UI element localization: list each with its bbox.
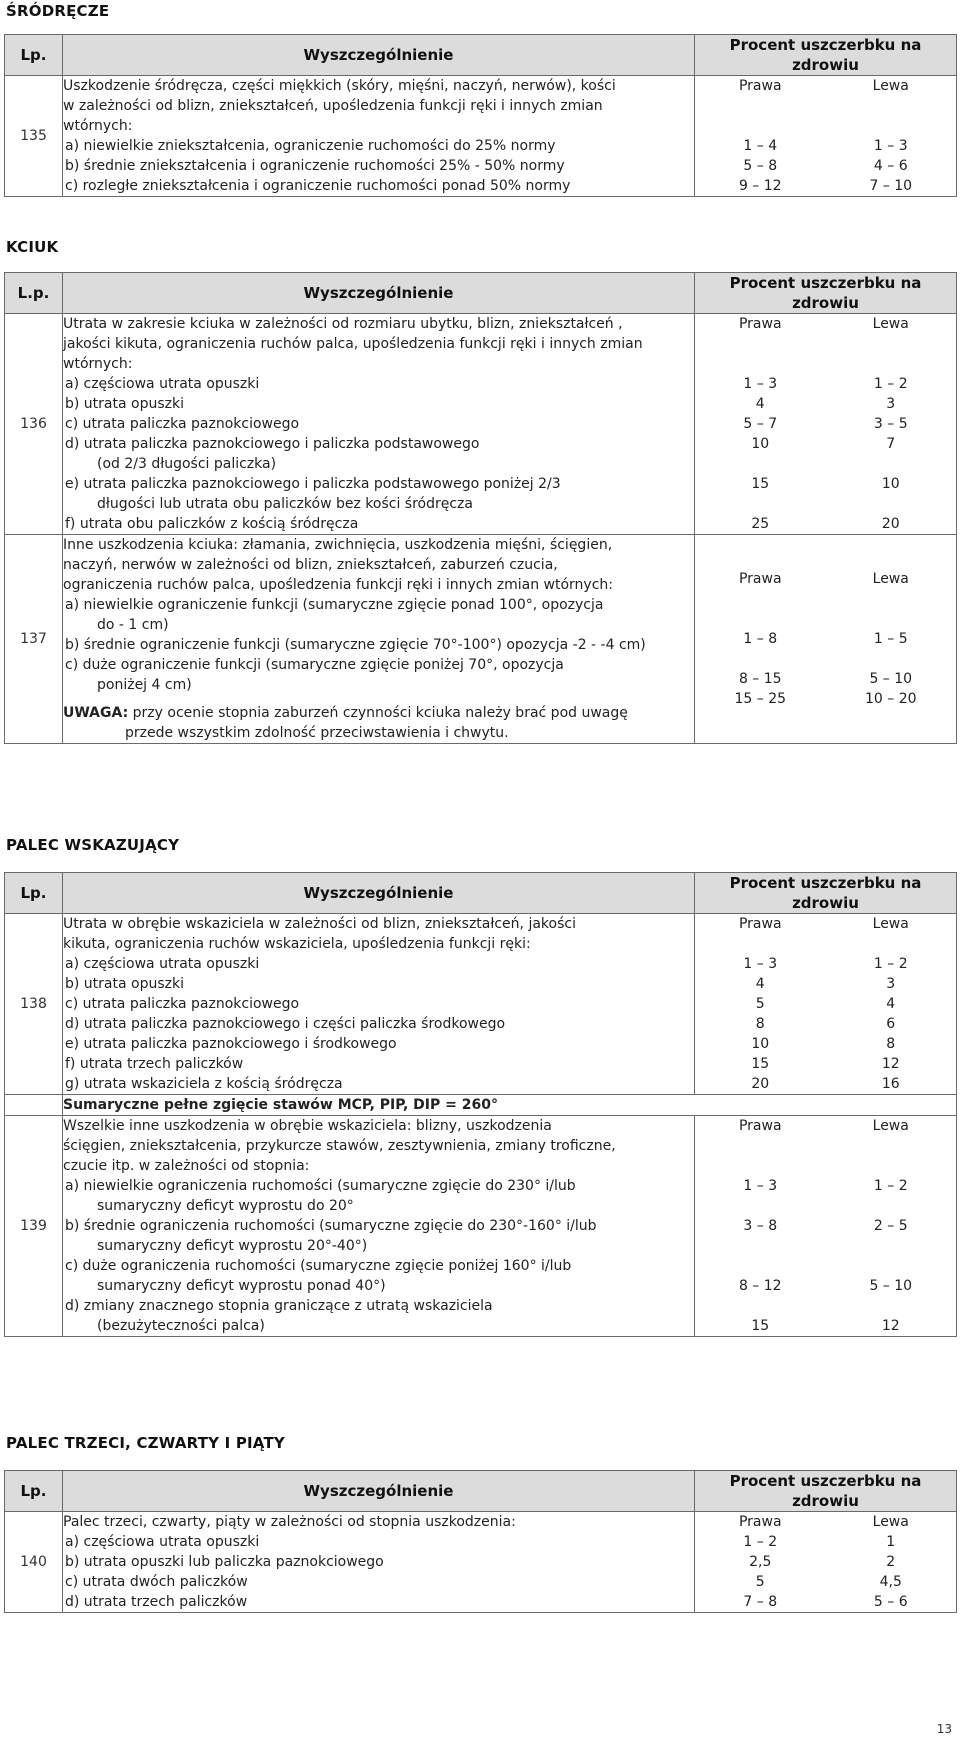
row-description: Uszkodzenie śródręcza, części miękkich (skóry, mięśni, naczyń, nerwów), kości w zależności od blizn, zniekształceń, upośledzenia funkcji ręki i innych zmian wtórnych: a) niewielkie zniekształcenia, ograniczenie ruchomości do 25% normy b) średnie zniekształcenia i ograniczenie ruchomości 25% - 50% normy c) rozległe zniekształcenia i ograniczenie ruchomości ponad 50% normy [63, 76, 695, 197]
table-row [5, 1512, 957, 1613]
row-description: Palec trzeci, czwarty, piąty w zależności od stopnia uszkodzenia: a) częściowa utrata opuszki b) utrata opuszki lub paliczka paznokciowego c) utrata dwóch paliczków d) utrata trzech paliczków [63, 1512, 695, 1613]
col-header-desc: Wyszczególnienie [63, 35, 695, 76]
mcp-note: Sumaryczne pełne zgięcie stawów MCP, PIP, DIP = 260° [63, 1095, 957, 1116]
row-number: 139 [5, 1116, 63, 1337]
row-number: 140 [5, 1512, 63, 1613]
section-title-palec-wskazujacy: PALEC WSKAZUJĄCY [6, 836, 180, 854]
col-header-pct: Procent uszczerbku na zdrowiu [695, 1471, 957, 1512]
table-row [5, 1116, 957, 1337]
row-percent: Prawa Lewa 1 – 2 1 2,5 2 5 4,5 7 – 8 5 – 6 [695, 1512, 957, 1613]
note-label: UWAGA: [63, 705, 129, 721]
table-row [5, 914, 957, 1095]
col-header-desc: Wyszczególnienie [63, 1471, 695, 1512]
table-palec-wskazujacy [4, 872, 957, 1337]
col-header-lp: Lp. [5, 1471, 63, 1512]
table-srodrecze [4, 34, 957, 197]
row-description: Utrata w obrębie wskaziciela w zależności od blizn, zniekształceń, jakości kikuta, ograniczenia ruchów wskaziciela, upośledzenia funkcji ręki: a) częściowa utrata opuszki b) utrata opuszki c) utrata paliczka paznokciowego d) utrata paliczka paznokciowego i części paliczka środkowego e) utrata paliczka paznokciowego i środkowego f) utrata trzech paliczków g) utrata wskaziciela z kością śródręcza [63, 914, 695, 1095]
col-header-lp: Lp. [5, 35, 63, 76]
note: UWAGA: przy ocenie stopnia zaburzeń czynności kciuka należy brać pod uwagę przede wszystkim zdolność przeciwstawienia i chwytu. [63, 705, 628, 741]
col-header-lp: L.p. [5, 273, 63, 314]
row-percent: Prawa Lewa 1 – 3 1 – 2 4 3 5 4 8 6 10 8 15 12 20 16 [695, 914, 957, 1095]
row-description: Wszelkie inne uszkodzenia w obrębie wskaziciela: blizny, uszkodzenia ścięgien, zniekształcenia, przykurcze stawów, zesztywnienia, zmiany troficzne, czucie itp. w zależności od stopnia: a) niewielkie ograniczenia ruchomości (sumaryczne zgięcie do 230° i/lub sumaryczny deficyt wyprostu do 20° b) średnie ograniczenia ruchomości (sumaryczne zgięcie do 230°-160° i/lub sumaryczny deficyt wyprostu 20°-40°) c) duże ograniczenia ruchomości (sumaryczne zgięcie poniżej 160° i/lub sumaryczny deficyt wyprostu ponad 40°) d) zmiany znacznego stopnia graniczące z utratą wskaziciela (bezużyteczności palca) [63, 1116, 695, 1337]
row-number: 136 [5, 314, 63, 535]
col-header-desc: Wyszczególnienie [63, 273, 695, 314]
row-number: 138 [5, 914, 63, 1095]
page-number: 13 [936, 1722, 952, 1736]
row-number: 135 [5, 76, 63, 197]
col-header-lp: Lp. [5, 873, 63, 914]
section-title-srodrecze: ŚRÓDRĘCZE [6, 2, 110, 20]
row-description: Inne uszkodzenia kciuka: złamania, zwichnięcia, uszkodzenia mięśni, ścięgien, naczyń, nerwów w zależności od blizn, zniekształceń, zaburzeń czucia, ograniczenia ruchów palca, upośledzenia funkcji ręki i innych zmian wtórnych: a) niewielkie ograniczenie funkcji (sumaryczne zgięcie ponad 100°, opozycja do - 1 cm) b) średnie ograniczenie funkcji (sumaryczne zgięcie 70°-100°) opozycja -2 - -4 cm) c) duże ograniczenie funkcji (sumaryczne zgięcie poniżej 70°, opozycja poniżej 4 cm) UWAGA: przy ocenie stopnia zaburzeń czynności kciuka należy brać pod uwagę przede wszystkim zdolność przeciwstawienia i chwytu. [63, 535, 695, 744]
row-percent: Prawa Lewa 1 – 8 1 – 5 8 – 15 5 – 10 15 – 25 10 – 20 [695, 535, 957, 744]
col-header-pct: Procent uszczerbku na zdrowiu [695, 35, 957, 76]
row-percent: Prawa Lewa 1 – 4 1 – 3 5 – 8 4 – 6 9 – 12 7 – 10 [695, 76, 957, 197]
row-description: Utrata w zakresie kciuka w zależności od rozmiaru ubytku, blizn, zniekształceń , jakości kikuta, ograniczenia ruchów palca, upośledzenia funkcji ręki i innych zmian wtórnych: a) częściowa utrata opuszki b) utrata opuszki c) utrata paliczka paznokciowego d) utrata paliczka paznokciowego i paliczka podstawowego (od 2/3 długości paliczka) e) utrata paliczka paznokciowego i paliczka podstawowego poniżej 2/3 długości lub utrata obu paliczków bez kości śródręcza f) utrata obu paliczków z kością śródręcza [63, 314, 695, 535]
col-header-desc: Wyszczególnienie [63, 873, 695, 914]
col-header-pct: Procent uszczerbku na zdrowiu [695, 273, 957, 314]
table-palec-trzeci [4, 1470, 957, 1613]
row-number: 137 [5, 535, 63, 744]
table-row [5, 314, 957, 535]
col-header-pct: Procent uszczerbku na zdrowiu [695, 873, 957, 914]
table-kciuk [4, 272, 957, 744]
section-title-kciuk: KCIUK [6, 238, 59, 256]
row-percent: Prawa Lewa 1 – 3 1 – 2 3 – 8 2 – 5 8 – 12 5 – 10 15 12 [695, 1116, 957, 1337]
section-title-palec-trzeci: PALEC TRZECI, CZWARTY I PIĄTY [6, 1434, 285, 1452]
table-row [5, 76, 957, 197]
label-lewa: Lewa [872, 78, 909, 94]
table-row [5, 535, 957, 744]
label-prawa: Prawa [738, 78, 782, 94]
row-percent: Prawa Lewa 1 – 3 1 – 2 4 3 5 – 7 3 – 5 10 7 15 10 25 20 [695, 314, 957, 535]
table-row-mcp [5, 1095, 957, 1116]
